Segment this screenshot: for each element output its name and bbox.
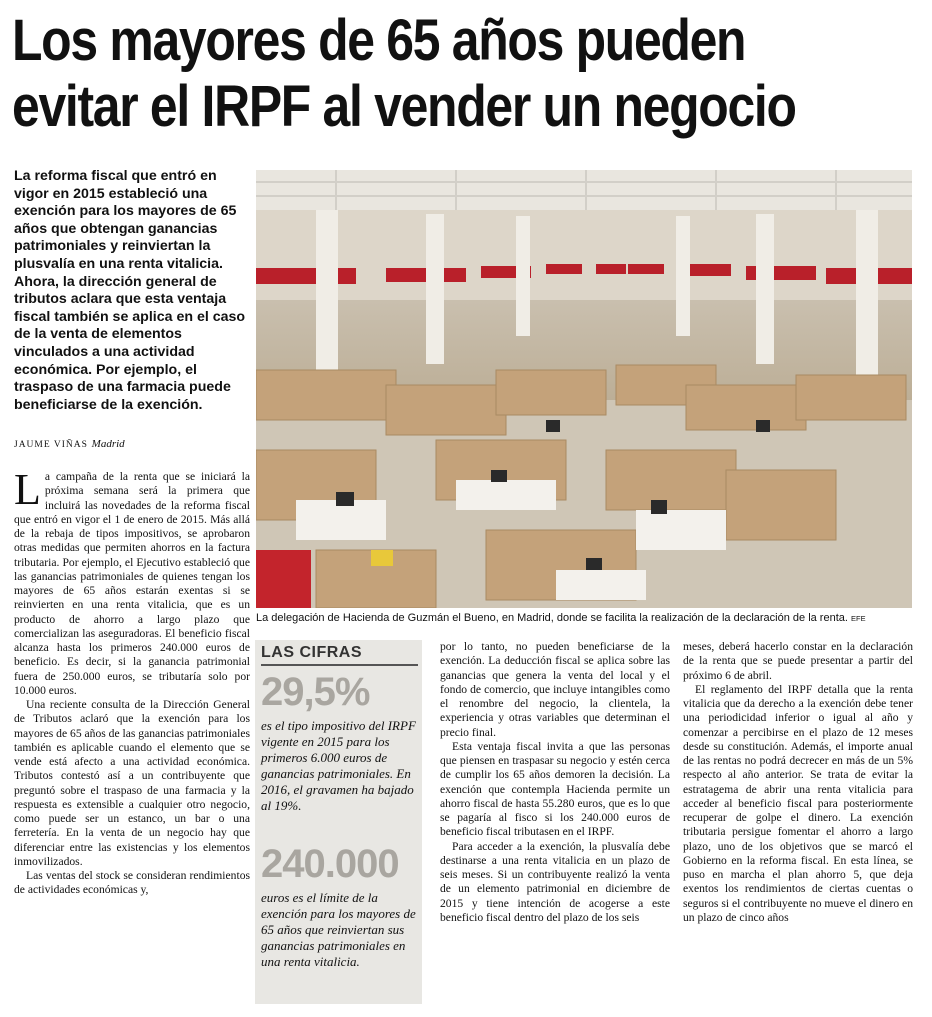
figure-limit: 240.000 bbox=[261, 842, 399, 886]
photo-credit: EFE bbox=[851, 614, 866, 623]
body-paragraph: Una reciente consulta de la Dirección General de Tributos aclaró que la exención para los mayores de 65 años de las ganancias patrimoniales también es aplicable cuando el elemento que se vende está afecto a una actividad económica. Tributos contestó así a un contribuyente que preguntó sobre el traspaso de una farmacia y la respuesta es extensible a cualquier otro negocio, como puede ser un estanco, un bar o una ferretería. En la venta de un negocio hay que diferenciar entre las existencias y los elementos inmovilizados. bbox=[14, 698, 250, 868]
office-hall-illustration bbox=[256, 170, 912, 608]
body-paragraph: meses, deberá hacerlo constar en la declaración de la renta que se puede presentar a partir del próximo 6 de abril. bbox=[683, 640, 913, 682]
headline-line-2: evitar el IRPF al vender un negocio bbox=[12, 74, 796, 139]
body-column-1 bbox=[14, 465, 250, 898]
photo-caption: La delegación de Hacienda de Guzmán el Bueno, en Madrid, donde se facilita la realización de la declaración de la renta. EFE bbox=[256, 612, 866, 624]
body-paragraph: Para acceder a la exención, la plusvalía debe destinarse a una renta vitalicia en un plazo de seis meses. Si un contribuyente realizó la venta de un elemento patrimonial en diciembre de 2015 y tiene intención de acogerse a este beneficio fiscal dentro del plazo de los seis bbox=[440, 839, 670, 924]
headline bbox=[12, 8, 796, 140]
body-paragraph: Esta ventaja fiscal invita a que las personas que piensen en traspasar su negocio y estén cerca de cumplir los 65 años demoren la decisión. La exención que contempla Hacienda permite un ahorro fiscal de hasta 55.280 euros, que es lo que se pagaría al fisco si los 240.000 euros de beneficio fiscal tributasen en el IRPF. bbox=[440, 739, 670, 839]
figure-tax-rate: 29,5% bbox=[261, 670, 370, 714]
figures-box bbox=[255, 640, 422, 1004]
drop-cap: L bbox=[14, 465, 41, 514]
figure-tax-rate-text: es el tipo impositivo del IRPF vigente en 2015 para los primeros 6.000 euros de ganancias patrimoniales. En 2016, el gravamen ha bajado al 19%. bbox=[261, 718, 416, 813]
body-paragraph: La campaña de la renta que se iniciará la próxima semana será la primera que incluirá las novedades de la reforma fiscal que entró en vigor el 1 de enero de 2015. Más allá de la rebaja de tipos impositivos, se aprobaron otras medidas que permiten ahorros en la factura tributaria. Por ejemplo, el Ejecutivo estableció que las ganancias patrimoniales de quienes tengan los mayores de 65 años estarán exentas si se reinvierten en una renta vitalicia, que es un producto de ahorro a largo plazo que comercializan las aseguradoras. El beneficio fiscal alcanza hasta los primeros 240.000 euros de beneficio. Es decir, si la ganancia patrimonial fuera de 250.000 euros, se tributaría solo por 10.000 euros. bbox=[14, 465, 250, 697]
byline-city: Madrid bbox=[91, 438, 125, 450]
body-paragraph: Las ventas del stock se consideran rendimientos de actividades económicas y, bbox=[14, 869, 250, 897]
figures-rule bbox=[261, 664, 418, 666]
body-paragraph: por lo tanto, no pueden beneficiarse de la exención. La deducción fiscal se aplica sobre las ganancias que genera la venta del local y el fondo de comercio, que incluye intangibles como el renombre del negocio, la clientela, la experiencia y otras variables que determinan el precio final. bbox=[440, 640, 670, 739]
byline-author: JAUME VIÑAS bbox=[14, 440, 88, 450]
figures-heading: LAS CIFRAS bbox=[261, 644, 362, 661]
news-photo bbox=[256, 170, 912, 608]
lead-paragraph: La reforma fiscal que entró en vigor en 2015 estableció una exención para los mayores de 65 años que obtengan ganancias patrimoniales y reinviertan la plusvalía en una renta vitalicia. Ahora, la dirección general de tributos aclara que esta ventaja fiscal también se aplica en el caso de la venta de elementos vinculados a una actividad económica. Por ejemplo, el traspaso de una farmacia puede beneficiarse de la exención. bbox=[14, 168, 246, 413]
byline bbox=[14, 438, 250, 450]
body-column-3 bbox=[440, 640, 670, 925]
body-paragraph: El reglamento del IRPF detalla que la renta vitalicia que da derecho a la exención debe tener una periodicidad inferior o igual al año y comenzar a percibirse en el plazo de 12 meses desde su constitución. Además, el importe anual de las rentas no podrá decrecer en más de un 5% respecto al año anterior. Se trata de evitar la estratagema de abrir una renta vitalicia para acceder al beneficio fiscal para posteriormente recuperar de golpe el dinero. La exención tributaria persigue fomentar el ahorro a largo plazo, uno de los objetivos que se marcó el Gobierno en la reforma fiscal. En esta línea, se puso en marcha el plan ahorro 5, que deja exentos los rendimientos de ciertas cuentas o seguros si el contribuyente no mueve el dinero en un plazo de cinco años bbox=[683, 682, 913, 924]
headline-line-1: Los mayores de 65 años pueden bbox=[12, 8, 746, 73]
figure-limit-text: euros es el límite de la exención para los mayores de 65 años que reinviertan sus ganancias patrimoniales en una renta vitalicia. bbox=[261, 890, 416, 969]
body-column-4 bbox=[683, 640, 913, 925]
